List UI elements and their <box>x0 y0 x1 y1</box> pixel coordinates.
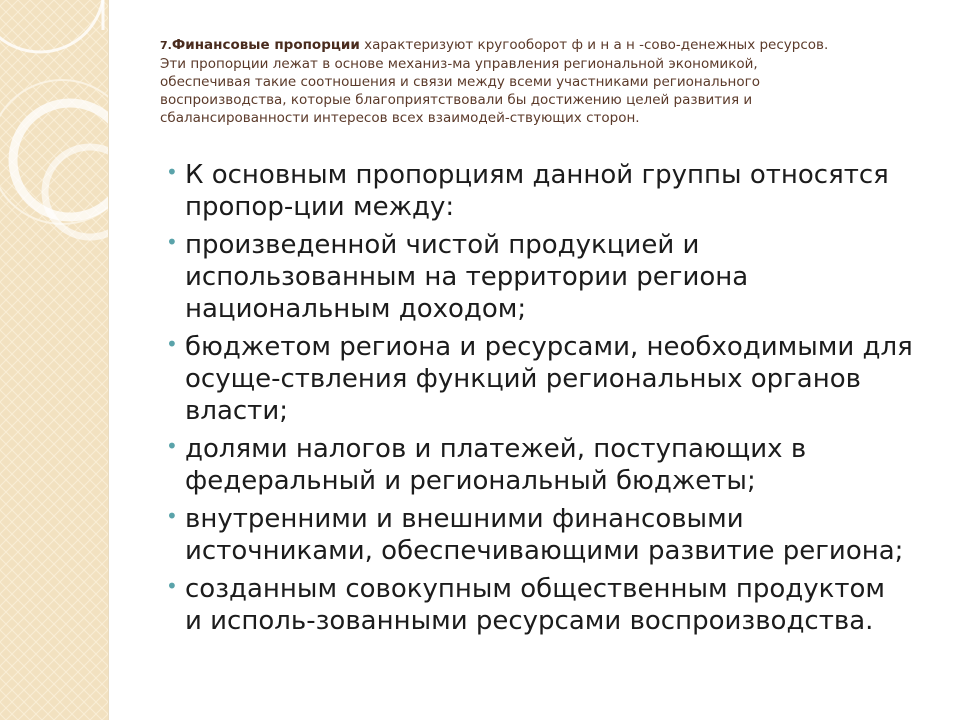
bullet-line: и исполь-зованными ресурсами воспроизводства. <box>185 606 874 636</box>
bullet-line: осуще-ствления функций региональных органов <box>185 364 861 394</box>
bullet-list <box>166 159 913 643</box>
bullet-line: бюджетом региона и ресурсами, необходимыми для <box>185 332 913 362</box>
bullet-marker: • <box>166 332 178 356</box>
bullet-line: власти; <box>185 396 288 426</box>
intro-heading: Финансовые пропорции <box>171 37 360 53</box>
bullet-line: созданным совокупным общественным продуктом <box>185 574 886 604</box>
intro-line: воспроизводства, которые благоприятствовали бы достижению целей развития и <box>160 92 753 108</box>
bullet-marker: • <box>166 160 178 184</box>
bullet-line: произведенной чистой продукцией и <box>185 230 700 260</box>
bullet-line: использованным на территории региона <box>185 262 749 292</box>
bullet-line: внутренними и внешними финансовыми <box>185 504 744 534</box>
bullet-item <box>166 503 913 567</box>
bullet-line: федеральный и региональный бюджеты; <box>185 466 756 496</box>
bullet-line: национальным доходом; <box>185 294 527 324</box>
bullet-item <box>166 331 913 427</box>
bullet-line: К основным пропорциям данной группы относятся <box>185 160 889 190</box>
intro-number: 7. <box>160 39 172 52</box>
intro-line: сбалансированности интересов всех взаимодей-ствующих сторон. <box>160 110 640 126</box>
bullet-marker: • <box>166 504 178 528</box>
bullet-line: пропор-ции между: <box>185 192 455 222</box>
intro-line: обеспечивая такие соотношения и связи между всеми участниками регионального <box>160 74 760 90</box>
bullet-marker: • <box>166 574 178 598</box>
intro-paragraph <box>160 36 828 127</box>
bullet-item <box>166 229 913 325</box>
bullet-item <box>166 433 913 497</box>
decorative-sidebar <box>0 0 109 720</box>
bullet-marker: • <box>166 230 178 254</box>
intro-line-text: характеризуют кругооборот ф и н а н -сово-денежных ресурсов. <box>364 37 829 53</box>
bullet-item <box>166 159 913 223</box>
bullet-line: источниками, обеспечивающими развитие региона; <box>185 536 904 566</box>
bullet-item <box>166 573 913 637</box>
bullet-marker: • <box>166 434 178 458</box>
intro-line <box>160 36 828 55</box>
intro-line: Эти пропорции лежат в основе механиз-ма управления региональной экономикой, <box>160 56 758 72</box>
bullet-line: долями налогов и платежей, поступающих в <box>185 434 807 464</box>
